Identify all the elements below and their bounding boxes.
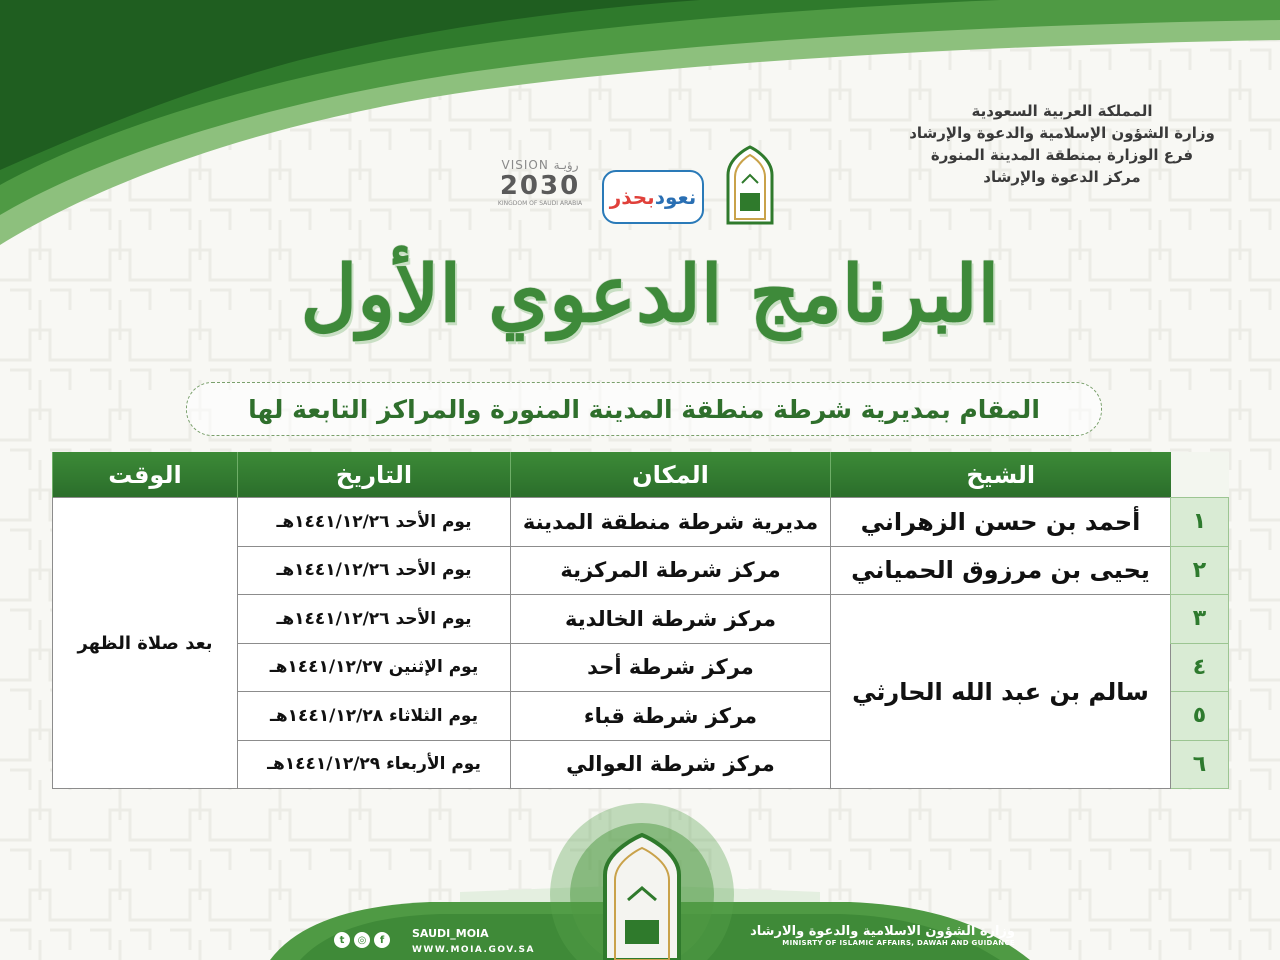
- sheikh-cell: سالم بن عبد الله الحارثي: [831, 595, 1171, 789]
- row-number: ٤: [1171, 643, 1229, 692]
- date-cell: يوم الأحد ١٤٤١/١٢/٢٦هـ: [238, 498, 511, 547]
- vision-label: VISION رؤيـة: [501, 158, 579, 172]
- header-number: [1171, 452, 1229, 498]
- footer-ministry: [750, 924, 1015, 947]
- facebook-icon[interactable]: f: [374, 932, 390, 948]
- website-link[interactable]: WWW.MOIA.GOV.SA: [412, 945, 535, 955]
- vision-subtitle: KINGDOM OF SAUDI ARABIA: [497, 200, 583, 207]
- organization-header: [892, 100, 1232, 188]
- footer-band: [0, 800, 1280, 960]
- row-number: ٣: [1171, 595, 1229, 644]
- place-cell: مركز شرطة المركزية: [511, 546, 831, 595]
- place-cell: مركز شرطة أحد: [511, 643, 831, 692]
- time-cell: بعد صلاة الظهر: [53, 498, 238, 789]
- naud-behathar-logo: [602, 170, 704, 224]
- subtitle-text: المقام بمديرية شرطة منطقة المدينة المنورة والمراكز التابعة لها: [248, 394, 1040, 424]
- table-row: [53, 498, 1229, 547]
- row-number: ٢: [1171, 546, 1229, 595]
- place-cell: مركز شرطة قباء: [511, 692, 831, 741]
- table-header-row: [53, 452, 1229, 498]
- schedule-table: [52, 452, 1229, 789]
- header-sheikh: الشيخ: [831, 452, 1171, 498]
- social-icons: [334, 932, 390, 948]
- place-cell: مركز شرطة العوالي: [511, 740, 831, 789]
- place-cell: مركز شرطة الخالدية: [511, 595, 831, 644]
- naud-part2: بحذر: [609, 185, 655, 209]
- ministry-emblem-icon: [720, 145, 780, 225]
- row-number: ١: [1171, 498, 1229, 547]
- date-cell: يوم الإثنين ١٤٤١/١٢/٢٧هـ: [238, 643, 511, 692]
- date-cell: يوم الأربعاء ١٤٤١/١٢/٢٩هـ: [238, 740, 511, 789]
- footer-contact: [412, 926, 535, 958]
- naud-part1: نعود: [654, 185, 697, 209]
- vision-2030-logo: [490, 158, 590, 220]
- sheikh-cell: أحمد بن حسن الزهراني: [831, 498, 1171, 547]
- instagram-icon[interactable]: ◎: [354, 932, 370, 948]
- header-place: المكان: [511, 452, 831, 498]
- date-cell: يوم الأحد ١٤٤١/١٢/٢٦هـ: [238, 595, 511, 644]
- org-line-2: وزارة الشؤون الإسلامية والدعوة والإرشاد: [909, 124, 1215, 142]
- twitter-icon[interactable]: t: [334, 932, 350, 948]
- header-date: التاريخ: [238, 452, 511, 498]
- ministry-name-en: MINISRTY OF ISLAMIC AFFAIRS, DAWAH AND GUIDANCE: [782, 939, 1015, 947]
- vision-year: 2030: [499, 171, 581, 201]
- social-handle[interactable]: SAUDI_MOIA: [412, 927, 489, 940]
- date-cell: يوم الأحد ١٤٤١/١٢/٢٦هـ: [238, 546, 511, 595]
- row-number: ٥: [1171, 692, 1229, 741]
- schedule-table-wrap: [52, 452, 1228, 789]
- date-cell: يوم الثلاثاء ١٤٤١/١٢/٢٨هـ: [238, 692, 511, 741]
- subtitle-banner: [186, 382, 1102, 436]
- ministry-name-ar: وزارة الشؤون الاسلامية والدعوة والارشاد: [750, 924, 1015, 939]
- main-title: البرنامج الدعوي الأول: [300, 249, 1000, 340]
- org-line-3: فرع الوزارة بمنطقة المدينة المنورة: [930, 146, 1194, 164]
- org-line-1: المملكة العربية السعودية: [971, 102, 1153, 120]
- sheikh-cell: يحيى بن مرزوق الحمياني: [831, 546, 1171, 595]
- place-cell: مديرية شرطة منطقة المدينة: [511, 498, 831, 547]
- header-time: الوقت: [53, 452, 238, 498]
- logos-row: [480, 140, 800, 230]
- row-number: ٦: [1171, 740, 1229, 789]
- org-line-4: مركز الدعوة والإرشاد: [983, 168, 1141, 186]
